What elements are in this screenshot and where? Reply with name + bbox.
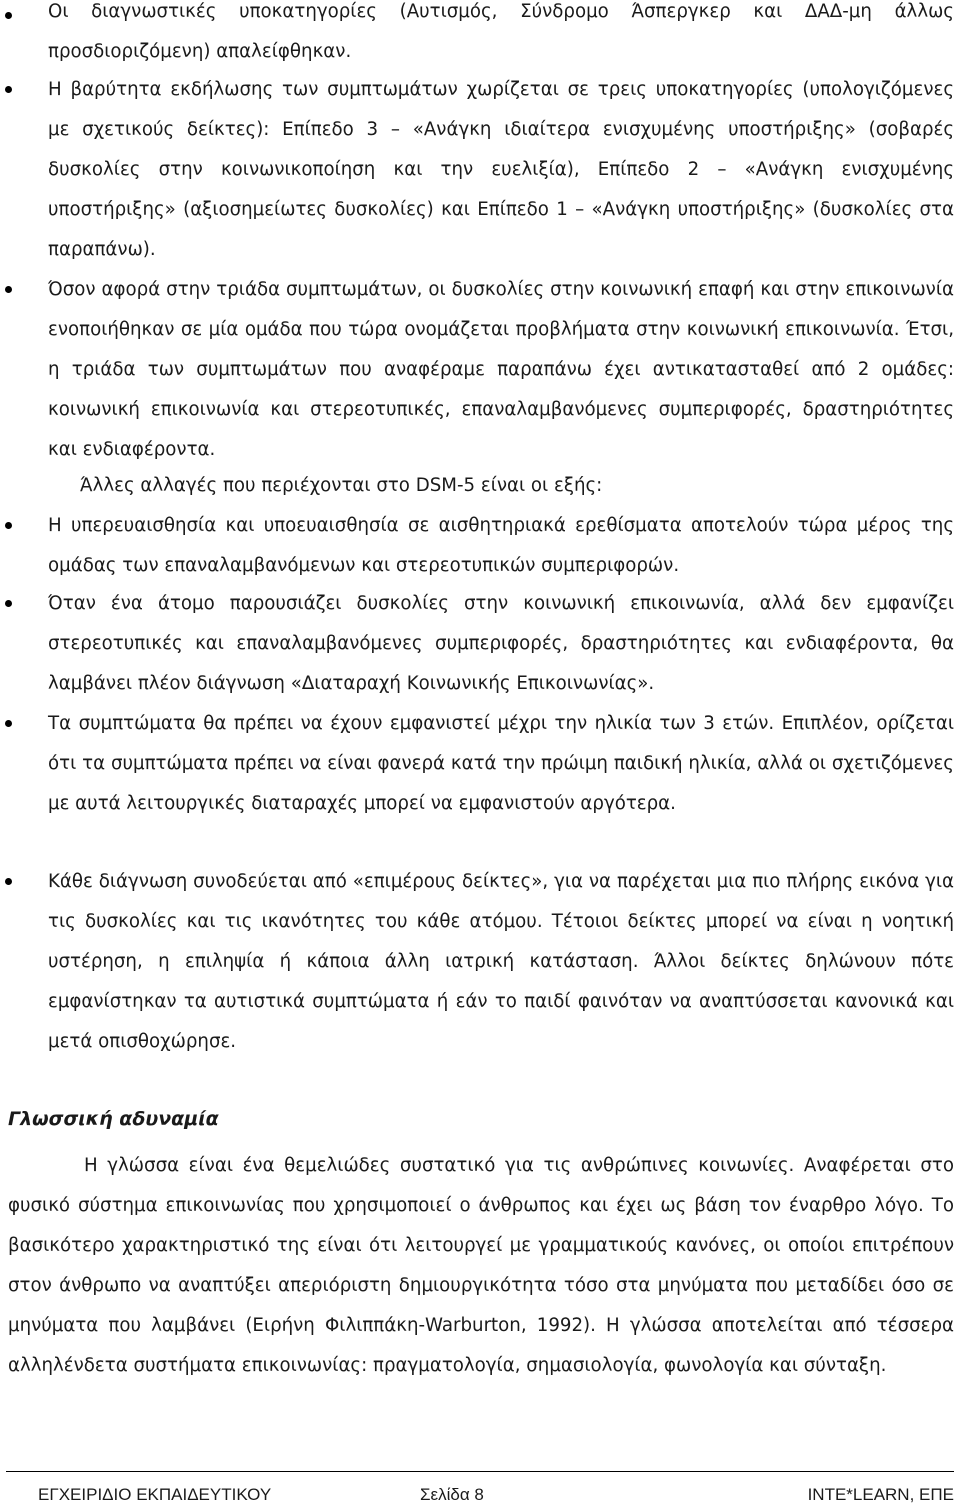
bullet-text: Όταν ένα άτομο παρουσιάζει δυσκολίες στην κοινωνική επικοινωνία, αλλά δεν εμφανίζει στερεοτυπικές και επαναλαμβανόμενες συμπεριφορές, δραστηριότητες και ενδιαφέροντα, θα λαμβάνει πλέον διάγνωση «Διαταραχή Κοινωνικής Επικοινωνίας». xyxy=(48,593,954,694)
footer-divider xyxy=(6,1471,954,1472)
bullet-icon xyxy=(5,12,12,19)
bullet-text: Όσον αφορά στην τριάδα συμπτωμάτων, οι δυσκολίες στην κοινωνική επαφή και στην επικοινωνία ενοποιήθηκαν σε μία ομάδα που τώρα ονομάζεται προβλήματα στην κοινωνική επικοινωνία. Έτσι, η τριάδα των συμπτωμάτων που αναφέραμε παραπάνω έχει αντικατασταθεί από 2 ομάδες: κοινωνική επικοινωνία και στερεοτυπικές, επαναλαμβανόμενες συμπεριφορές, δραστηριότητες και ενδιαφέροντα. xyxy=(48,279,954,460)
page-footer xyxy=(0,1477,960,1507)
bullet-text: Η βαρύτητα εκδήλωσης των συμπτωμάτων χωρίζεται σε τρεις υποκατηγορίες (υπολογιζόμενες με σχετικούς δείκτες): Επίπεδο 3 – «Ανάγκη ιδιαίτερα ενισχυμένης υποστήριξης» (σοβαρές δυσκολίες στην κοινωνικοποίηση και την ευελιξία), Επίπεδο 2 – «Ανάγκη ενισχυμένης υποστήριξης» (αξιοσημείωτες δυσκολίες) και Επίπεδο 1 – «Ανάγκη υποστήριξης» (δυσκολίες στα παραπάνω). xyxy=(48,79,954,260)
bullet-icon xyxy=(5,86,12,93)
bullet-icon xyxy=(5,286,12,293)
bullet-icon xyxy=(5,600,12,607)
bullet-text: Η υπερευαισθησία και υποευαισθησία σε αισθητηριακά ερεθίσματα αποτελούν τώρα μέρος της ομάδας των επαναλαμβανόμενων και στερεοτυπικών συμπεριφορών. xyxy=(48,515,954,576)
footer-right: INTE*LEARN, ΕΠΕ xyxy=(807,1485,954,1504)
bullet-text: Κάθε διάγνωση συνοδεύεται από «επιμέρους δείκτες», για να παρέχεται μια πιο πλήρης εικόνα για τις δυσκολίες και τις ικανότητες του κάθε ατόμου. Τέτοιοι δείκτες μπορεί να είναι η νοητική υστέρηση, η επιληψία ή κάποια άλλη ιατρική κατάσταση. Άλλοι δείκτες δηλώνουν πότε εμφανίστηκαν τα αυτιστικά συμπτώματα ή εάν το παιδί φαινόταν να αναπτύσσεται κανονικά και μετά οπισθοχώρησε. xyxy=(48,871,954,1052)
bullet-icon xyxy=(5,878,12,885)
bullet-icon xyxy=(5,522,12,529)
footer-left: ΕΓΧΕΙΡΙΔΙΟ ΕΚΠΑΙΔΕΥΤΙΚΟΥ xyxy=(38,1485,272,1504)
footer-page-number: Σελίδα 8 xyxy=(420,1485,484,1504)
section-heading: Γλωσσική αδυναμία xyxy=(8,1108,219,1130)
bullet-text: Οι διαγνωστικές υποκατηγορίες (Αυτισμός, Σύνδρομο Άσπεργκερ και ΔΑΔ-μη άλλως προσδιοριζόμενη) απαλείφθηκαν. xyxy=(48,1,954,62)
bullet-icon xyxy=(5,720,12,727)
bullet-text: Τα συμπτώματα θα πρέπει να έχουν εμφανιστεί μέχρι την ηλικία των 3 ετών. Επιπλέον, ορίζεται ότι τα συμπτώματα πρέπει να είναι φανερά κατά την πρώιμη παιδική ηλικία, αλλά οι σχετιζόμενες με αυτά λειτουργικές διαταραχές μπορεί να εμφανιστούν αργότερα. xyxy=(48,713,954,814)
intro-line: Άλλες αλλαγές που περιέχονται στο DSM-5 είναι οι εξής: xyxy=(80,475,603,496)
body-paragraph: Η γλώσσα είναι ένα θεμελιώδες συστατικό για τις ανθρώπινες κοινωνίες. Αναφέρεται στο φυσικό σύστημα επικοινωνίας που χρησιμοποιεί ο άνθρωπος και έχει ως βάση τον έναρθρο λόγο. Το βασικότερο χαρακτηριστικό της είναι ότι λειτουργεί με γραμματικούς κανόνες, οι οποίοι επιτρέπουν στον άνθρωπο να αναπτύξει απεριόριστη δημιουργικότητα τόσο στα μηνύματα που μεταδίδει όσο σε μηνύματα που λαμβάνει (Ειρήνη Φιλιππάκη-Warburton, 1992). Η γλώσσα αποτελείται από τέσσερα αλληλένδετα συστήματα επικοινωνίας: πραγματολογία, σημασιολογία, φωνολογία και σύνταξη. xyxy=(8,1155,954,1376)
